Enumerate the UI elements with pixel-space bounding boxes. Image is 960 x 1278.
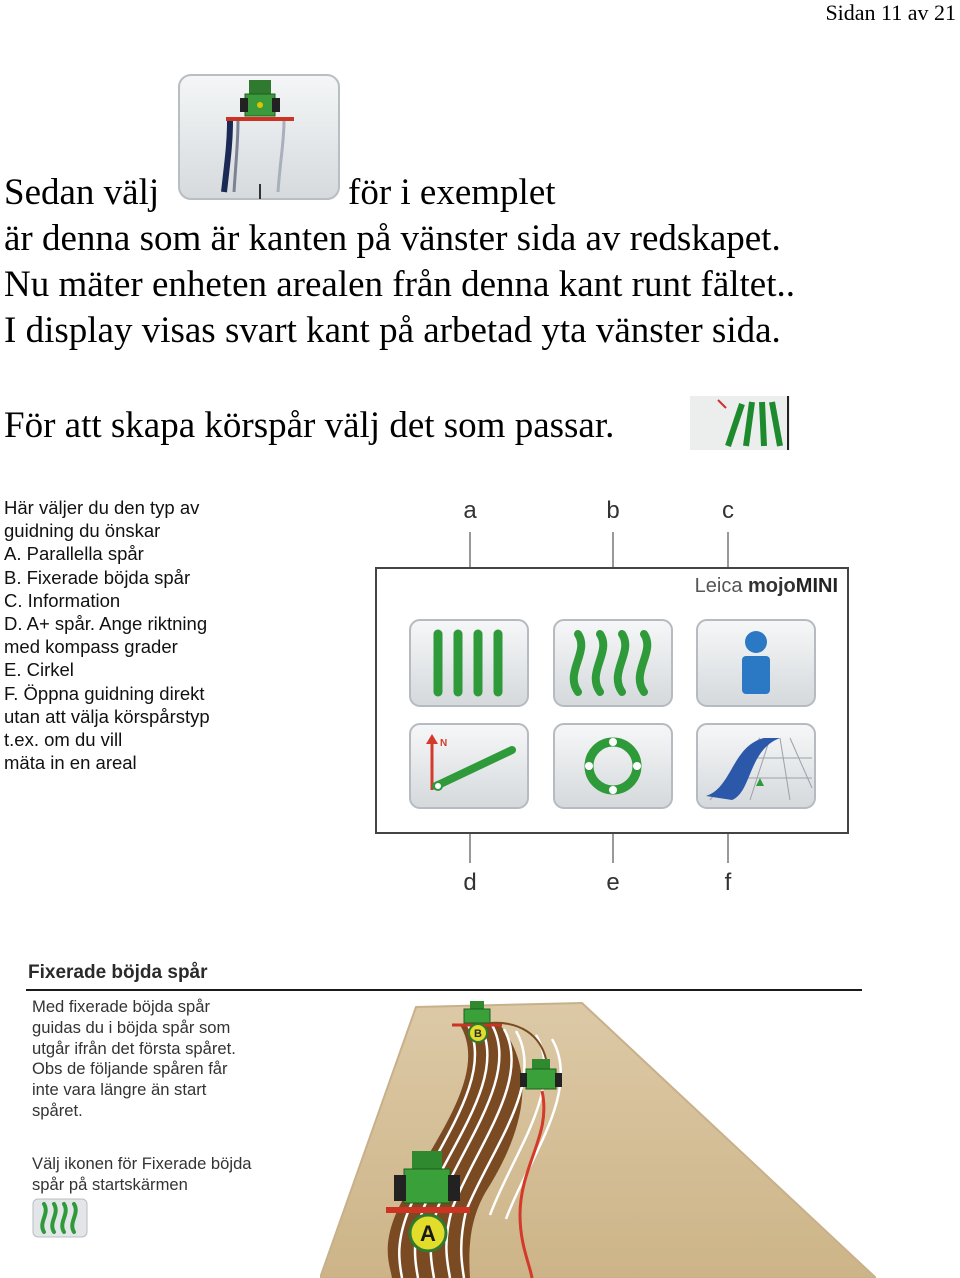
intro-line-3: Nu mäter enheten arealen från denna kant runt fältet.. [4,264,796,305]
guidance-type-diagram [360,488,860,898]
description-line: guidas du i böjda spår som [32,1017,231,1037]
guidance-line: A. Parallella spår [4,543,144,565]
guidance-line: Här väljer du den typ av [4,497,200,518]
marker-b: B [474,1028,482,1040]
page-number: Sidan 11 av 21 [825,0,956,25]
description-line: spåret. [32,1100,83,1120]
guidance-line: D. A+ spår. Ange riktning [4,613,208,635]
curved-tracks-field-illustration [320,995,876,1278]
brand-logo: Leica mojoMINI [694,575,838,597]
guidance-line: C. Information [4,589,121,611]
guidance-line: F. Öppna guidning direkt [4,682,205,704]
description-line: Med fixerade böjda spår [32,997,211,1016]
instruction-line: Välj ikonen för Fixerade böjda [32,1154,252,1173]
guidance-tracks-icon [690,396,790,450]
left-edge-tractor-icon [176,72,342,202]
guidance-line: utan att välja körspårstyp [4,705,210,727]
label-e: e [606,869,620,896]
instruction-line: spår på startskärmen [32,1174,188,1194]
description-line: inte vara längre än start [32,1080,207,1100]
guidance-line: med kompass grader [4,636,178,658]
curved-guidance-button[interactable] [554,620,672,706]
fixed-curved-instruction [32,1154,252,1196]
information-button[interactable] [697,620,815,706]
guidance-line: t.ex. om du vill [4,729,123,751]
description-line: utgår ifrån det första spåret. [32,1038,236,1058]
label-d: d [463,869,477,896]
free-drive-button[interactable] [697,724,815,808]
label-b: b [606,497,620,524]
title-divider [26,989,862,991]
intro-line-1-end: för i exemplet [348,172,556,213]
curved-tracks-small-icon [32,1198,88,1238]
parallel-guidance-button[interactable] [410,620,528,706]
label-c: c [722,497,734,524]
marker-a: A [420,1221,436,1246]
description-line: Obs de följande spåren får [32,1059,228,1079]
label-a: a [463,497,477,524]
info-person-icon [742,631,770,694]
label-f: f [724,869,732,896]
guidance-line: mäta in en areal [4,752,137,774]
svg-text:N: N [440,738,448,749]
guidance-description [4,496,210,774]
intro-line-4: I display visas svart kant på arbetad yta vänster sida. [4,310,781,351]
guidance-line: guidning du önskar [4,520,161,542]
guidance-line: B. Fixerade böjda spår [4,566,191,588]
intro-line-2: är denna som är kanten på vänster sida av redskapet. [4,218,781,259]
intro-line-5: För att skapa körspår välj det som passar. [4,405,615,446]
fixed-curved-title: Fixerade böjda spår [28,962,208,983]
circle-guidance-button[interactable] [554,724,672,808]
fixed-curved-description [32,997,236,1122]
a-plus-guidance-button[interactable] [410,724,528,808]
intro-line-1-start: Sedan välj [4,172,160,213]
guidance-line: E. Cirkel [4,659,74,681]
